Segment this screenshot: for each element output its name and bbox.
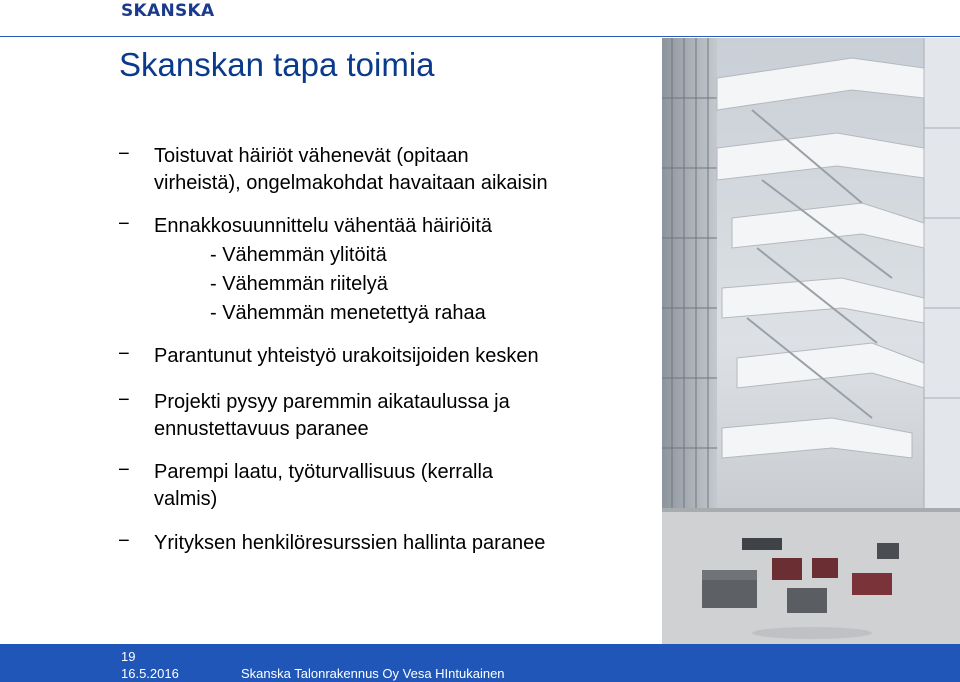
bullet-text-line: Projekti pysyy paremmin aikataulussa ja <box>154 391 510 413</box>
bullet-text-line: Toistuvat häiriöt vähenevät (opitaan <box>154 145 469 167</box>
sub-bullet: - Vähemmän ylitöitä <box>210 244 387 266</box>
page-number: 19 <box>121 649 136 664</box>
bullet-text-line: virheistä), ongelmakohdat havaitaan aikaisin <box>154 172 548 194</box>
sub-bullet: - Vähemmän riitelyä <box>210 273 388 295</box>
bullet-marker: − <box>118 459 130 481</box>
bullet-marker: − <box>118 343 130 365</box>
bullet-text-line: Yrityksen henkilöresurssien hallinta paranee <box>154 532 546 554</box>
bullet-text-line: ennustettavuus paranee <box>154 418 369 440</box>
sub-bullet: - Vähemmän menetettyä rahaa <box>210 302 486 324</box>
bullet-marker: − <box>118 143 130 165</box>
bullet-marker: − <box>118 389 130 411</box>
bullet-text-line: Ennakkosuunnittelu vähentää häiriöitä <box>154 215 493 237</box>
skanska-logo: SKANSKA <box>121 1 215 21</box>
slide-title: Skanskan tapa toimia <box>119 46 435 83</box>
footer-company: Skanska Talonrakennus Oy Vesa HIntukainen <box>241 666 505 681</box>
header-divider <box>0 36 960 37</box>
bullet-text-line: Parantunut yhteistyö urakoitsijoiden kesken <box>154 345 539 367</box>
bullet-marker: − <box>118 530 130 552</box>
building-atrium-photo <box>662 38 960 644</box>
bullet-text-line: valmis) <box>154 488 218 510</box>
bullet-text-line: Parempi laatu, työturvallisuus (kerralla <box>154 461 494 483</box>
footer-date: 16.5.2016 <box>121 666 179 681</box>
bullet-marker: − <box>118 213 130 235</box>
